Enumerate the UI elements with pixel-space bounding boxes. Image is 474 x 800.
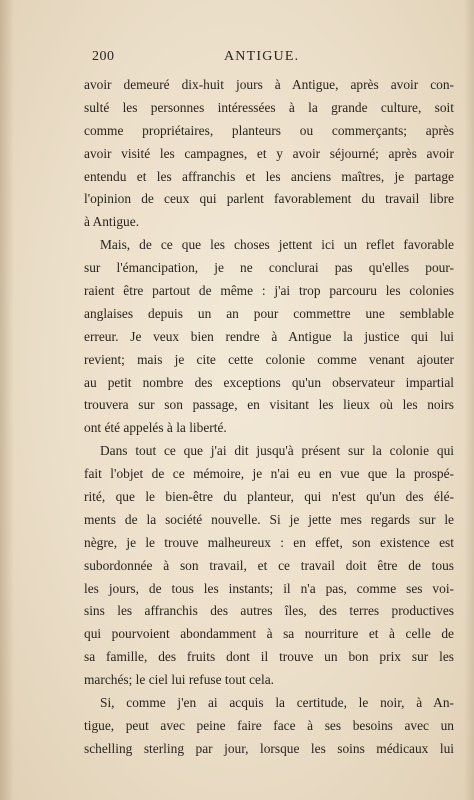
text-line: les jours, de tous les instants; il n'a pas, comme ses voi- [84,580,454,596]
page-edge-shadow [464,0,474,800]
running-head: ANTIGUE. [224,49,300,64]
text-line: Mais, de ce que les choses jettent ici un reflet favorable [100,237,454,253]
text-line: qui pourvoient abondamment à sa nourriture et à celle de [84,626,454,642]
text-line: avoir visité les campagnes, et y avoir séjourné; après avoir [84,145,454,161]
text-line: tigue, peut avec peine faire face à ses besoins avec un [84,717,454,733]
page-number: 200 [92,49,115,64]
text-line: erreur. Je veux bien rendre à Antigue la justice qui lui [84,328,454,344]
text-line: avoir demeuré dix-huit jours à Antigue, après avoir con- [84,77,454,92]
text-line: schelling sterling par jour, lorsque les soins médicaux lui [84,740,454,756]
text-line: nègre, je le trouve malheureux : en effet, son existence est [84,534,454,550]
paragraph [84,74,454,234]
paragraph [84,440,454,692]
text-line: ont été appelés à la liberté. [84,420,227,436]
spine-shadow [0,0,14,800]
paragraph [84,234,454,440]
text-line: au petit nombre des exceptions qu'un observateur impartial [84,374,454,390]
text-line: Dans tout ce que j'ai dit jusqu'à présent sur la colonie qui [100,443,454,459]
text-line: anglaises depuis un an pour commettre une semblable [84,305,454,321]
text-line: sulté les personnes intéressées à la grande culture, soit [84,99,454,115]
paragraph [84,692,454,761]
body-text [84,74,454,761]
text-line: fait l'objet de ce mémoire, je n'ai eu en vue que la prospé- [84,466,454,482]
text-line: comme propriétaires, planteurs ou commerçants; après [84,122,454,138]
text-line: sa famille, des fruits dont il trouve un bon prix sur les [84,649,454,665]
text-line: revient; mais je cite cette colonie comme venant ajouter [84,351,454,367]
text-line: entendu et les affranchis et les anciens maîtres, je partage [84,168,454,184]
page-header [92,49,392,69]
text-line: rité, que le bien-être du planteur, qui n'est qu'un des élé- [84,489,454,505]
text-line: marchés; le ciel lui refuse tout cela. [84,672,274,688]
text-line: à Antigue. [84,214,140,230]
text-line: sins les affranchis des autres îles, des terres productives [84,603,454,619]
text-line: l'opinion de ceux qui parlent favorablement du travail libre [84,191,454,207]
text-line: Si, comme j'en ai acquis la certitude, le noir, à An- [100,695,454,711]
text-line: raient être partout de même : j'ai trop parcouru les colonies [84,283,454,299]
text-line: sur l'émancipation, je ne conclurai pas qu'elles pour- [84,260,454,276]
text-line: subordonnée à son travail, et ce travail doit être de tous [84,557,454,573]
text-line: trouvera sur son passage, en visitant les lieux où les noirs [84,397,454,413]
text-line: ments de la société nouvelle. Si je jette mes regards sur le [84,511,454,527]
